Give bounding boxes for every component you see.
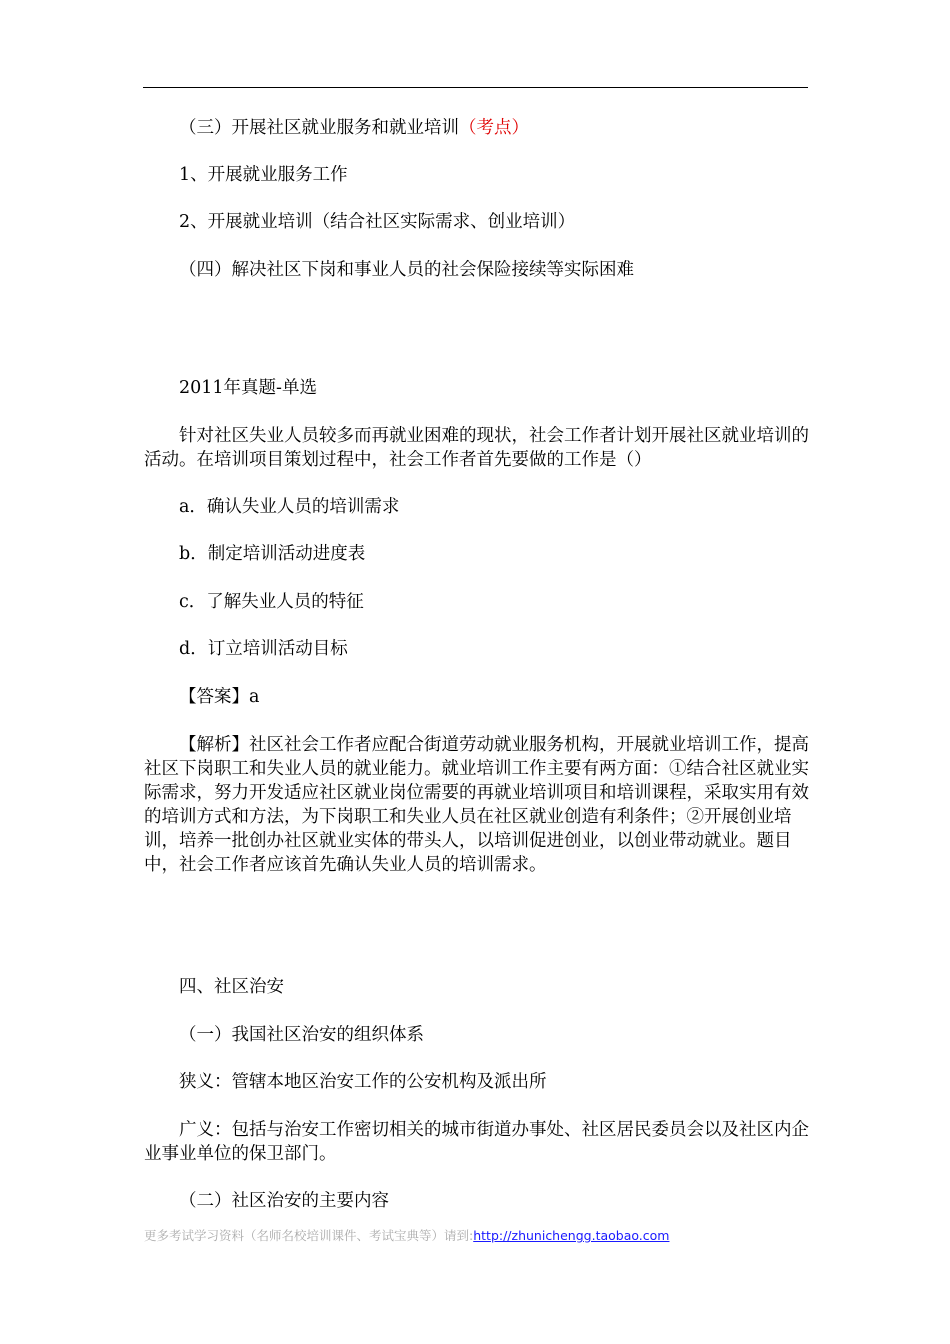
security-sub2: （二）社区治安的主要内容 [179,1191,389,1211]
option-d: d．订立培训活动目标 [179,639,348,659]
section3-item-1: 1、开展就业服务工作 [179,165,348,185]
option-c: c．了解失业人员的特征 [179,592,364,612]
analysis: 【解析】社区社会工作者应配合街道劳动就业服务机构，开展就业培训工作，提高社区下岗职工和失业人员的就业能力。就业培训工作主要有两方面：①结合社区就业实际需求，努力开发适应社区就业岗位需要的再就业培训项目和培训课程，采取实用有效的培训方式和方法，为下岗职工和失业人员在社区就业创造有利条件；②开展创业培训，培养一批创办社区就业实体的带头人，以培训促进创业，以创业带动就业。题目中，社会工作者应该首先确认失业人员的培训需求。 [144,735,809,875]
question-stem: 针对社区失业人员较多而再就业困难的现状，社会工作者计划开展社区就业培训的活动。在培训项目策划过程中，社会工作者首先要做的工作是（） [144,426,809,470]
footer-text: 更多考试学习资料（名师名校培训课件、考试宝典等）请到: [144,1228,474,1243]
section3-heading-text: （三）开展社区就业服务和就业培训 [179,118,459,138]
answer: 【答案】a [179,687,260,707]
header-rule [143,87,808,88]
question-title: 2011年真题-单选 [179,378,317,398]
security-heading: 四、社区治安 [179,977,284,997]
key-point-tag: （考点） [459,118,529,138]
option-a: a．确认失业人员的培训需求 [179,497,400,517]
security-narrow: 狭义：管辖本地区治安工作的公安机构及派出所 [179,1072,547,1092]
footer-link[interactable]: http://zhunichengg.taobao.com [473,1228,670,1243]
section3-item-2: 2、开展就业培训（结合社区实际需求、创业培训） [179,212,576,232]
section4-heading: （四）解决社区下岗和事业人员的社会保险接续等实际困难 [179,260,634,280]
security-broad: 广义：包括与治安工作密切相关的城市街道办事处、社区居民委员会以及社区内企业事业单位的保卫部门。 [144,1120,809,1164]
footer-promo [144,1226,669,1244]
section3-heading [179,116,845,140]
option-b: b．制定培训活动进度表 [179,544,366,564]
security-sub1: （一）我国社区治安的组织体系 [179,1025,424,1045]
